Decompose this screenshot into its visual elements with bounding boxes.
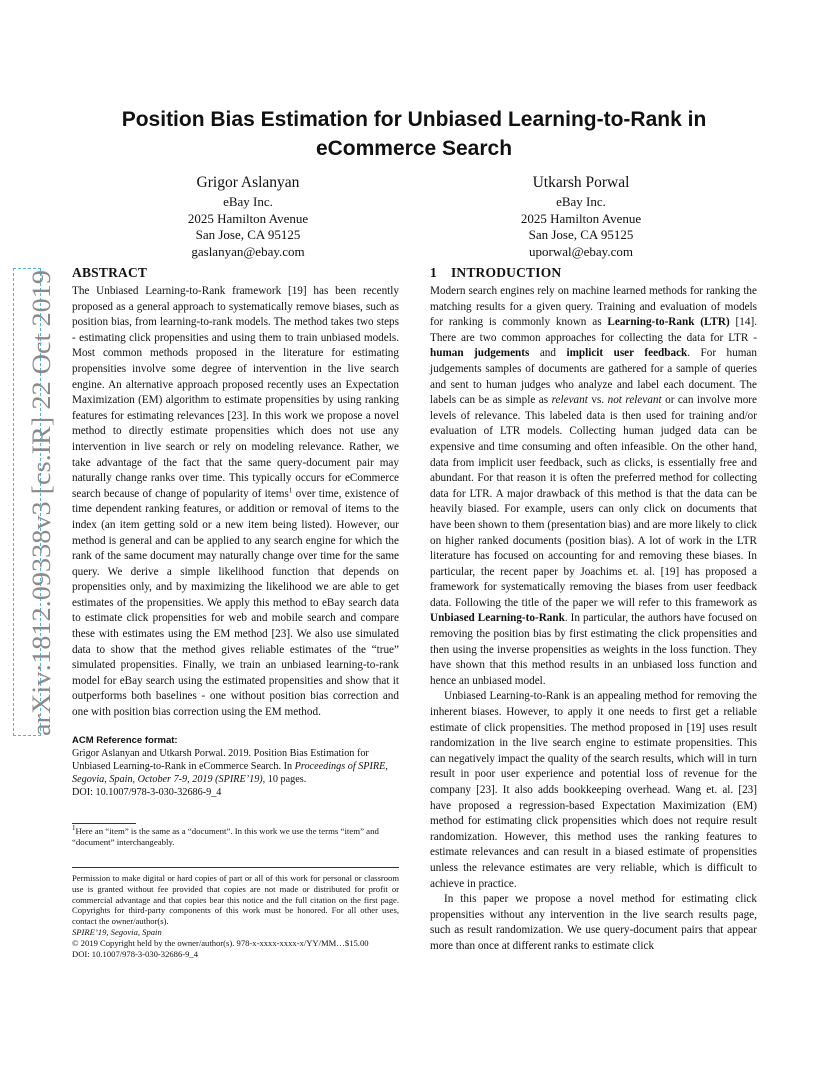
term-human-judgements: human judgements	[430, 347, 530, 360]
author-city: San Jose, CA 95125	[528, 227, 634, 242]
author-city: San Jose, CA 95125	[195, 227, 301, 242]
acm-reference-part: Unbiased Learning-to-Rank in eCommerce Search. In	[72, 760, 295, 772]
author-street: 2025 Hamilton Avenue	[520, 210, 642, 226]
author-affiliation: eBay Inc.	[223, 194, 273, 209]
introduction-heading	[430, 263, 757, 283]
author-affiliation: eBay Inc.	[556, 194, 606, 209]
abstract-heading: ABSTRACT	[72, 265, 148, 280]
acm-reference-line: Grigor Aslanyan and Utkarsh Porwal. 2019. Position Bias Estimation for	[72, 747, 369, 759]
acm-reference-doi: DOI: 10.1007/978-3-030-32686-9_4	[72, 787, 222, 799]
intro-paragraph-3: In this paper we propose a novel method for estimating click propensities without any intervention in the live search results page, such as result randomization. We use query-document pairs that appear more than once at different ranks to estimate click	[430, 893, 757, 952]
acm-reference-pages: 10 pages.	[265, 774, 307, 786]
arxiv-stamp	[14, 268, 58, 738]
footnote	[72, 826, 402, 848]
left-column	[72, 263, 399, 799]
abstract-text-part1: The Unbiased Learning-to-Rank framework [19] has been recently proposed as a general approach to systematically remove biases, such as position bias, from learning-to-rank models. The method takes two steps - estimating click propensities and using them to train unbiased models. Most common methods proposed in the literature for estimating propensities involve some degree of intervention in the live search engine. An alternative approach proposed recently uses an Expectation Maximization (EM) algorithm to estimate propensities by using ranking features for estimating relevances [23]. In this work we propose a novel method to directly estimate propensities which does not use any intervention in live search or rely on modeling relevance. Rather, we take advantage of the fact that the same query-document pair may naturally change ranks over time. This typically occurs for eCommerce search because of change of popularity of items	[72, 285, 399, 500]
permission-venue: SPIRE’19, Segovia, Spain	[72, 926, 162, 937]
paper-title: Position Bias Estimation for Unbiased Learning-to-Rank in eCommerce Search	[121, 108, 707, 160]
section-number: 1	[430, 265, 437, 280]
intro-paragraph-1: Modern search engines rely on machine learned methods for ranking the matching results for a given query. Training and evaluation of models for ranking is commonly known as Learning-to-Rank (LTR) [14]. There are two common approaches for collecting the data for LTR - human judgements and implicit user feedback. For human judgements samples of documents are gathered for a sample of queries and sent to human judges who analyze and label each document. The labels can be as simple as relevant vs. not relevant or can involve more levels of relevance. This labeled data is then used for training and/or evaluation of LTR models. Collecting human judged data can be expensive and time consuming and often infeasible. On the other hand, data from implicit user feedback, such as clicks, is essentially free and abundant. For that reason it is often the preferred method for collecting data for LTR. A major drawback of this method is that the data can be heavily biased. For example, users can only click on documents that have been shown to them (presentation bias) and are more likely to click on higher ranked documents (position bias). A lot of work in the LTR literature has focused on accounting for and removing these biases. In particular, the recent paper by Joachims et. al. [19] has proposed a framework for systematically removing the biases from user feedback data. Following the title of the paper we will refer to this framework as Unbiased Learning-to-Rank. In particular, the authors have focused on removing the position bias by first estimating the click propensities and then using the inverse propensities as weights in the loss function. They have shown that this method results in an unbiased loss function and hence an unbiased model.	[430, 285, 757, 687]
acm-reference-line	[72, 760, 399, 773]
author-email: uporwal@ebay.com	[529, 243, 633, 259]
author-block-1	[118, 172, 378, 260]
abstract-text	[72, 284, 399, 721]
copyright-line: © 2019 Copyright held by the owner/author(s). 978-x-xxxx-xxxx-x/YY/MM…$15.00	[72, 937, 369, 948]
arxiv-identifier: arXiv:1812.09338v3 [cs.IR] 22 Oct 2019	[26, 298, 56, 736]
permission-text: Permission to make digital or hard copies of part or all of this work for personal or classroom use is granted without fee provided that copies are not made or distributed for profit or commercial advantage and that copies bear this notice and the full citation on the first page. Copyrights for third-party components of this work must be honored. For all other uses, contact the owner/author(s).	[72, 873, 399, 927]
acm-reference-proceedings: Proceedings of SPIRE,	[294, 760, 388, 772]
footnote-number: 1	[72, 824, 76, 833]
footnote-rule	[72, 823, 136, 824]
abstract-text-part2: over time, existence of time dependent ranking features, or addition or removal of items to the index (an item getting sold or a new item being listed). However, our method is general and can be applied to any search engine for which the rank of the same document may naturally change over time for the same query. We derive a simple likelihood function that depends on propensities only, and by maximizing the likelihood we are able to get estimates of the propensities. We apply this method to eBay search data to estimate click propensities for web and mobile search and compare these with estimates using the EM method [23]. We also use simulated data to show that the method gives reliable estimates of the “true” simulated propensities. Finally, we train an unbiased learning-to-rank model for eBay search using the estimated propensities and show that it outperforms both baselines - one without position bias correction and one with position bias correction using the EM method.	[72, 487, 399, 719]
author-name: Grigor Aslanyan	[196, 174, 300, 191]
author-name: Utkarsh Porwal	[532, 174, 630, 191]
author-block-2	[451, 172, 711, 260]
footnote-marker: 1	[288, 485, 293, 494]
term-implicit-feedback: implicit user feedback	[566, 347, 688, 360]
term-ltr: Learning-to-Rank (LTR)	[607, 316, 730, 329]
acm-reference-text	[72, 747, 399, 800]
author-street: 2025 Hamilton Avenue	[187, 210, 309, 226]
author-email: gaslanyan@ebay.com	[191, 243, 305, 259]
footnote-text: Here an “item” is the same as a “document”. In this work we use the terms “item” and “document” interchangeably.	[72, 826, 379, 848]
acm-reference-heading: ACM Reference format:	[72, 734, 178, 746]
term-unbiased-ltr: Unbiased Learning-to-Rank	[430, 612, 565, 625]
acm-reference	[72, 734, 399, 800]
acm-reference-line	[72, 773, 399, 786]
permission-rule	[72, 867, 399, 868]
permission-block	[72, 873, 399, 959]
intro-paragraph-2: Unbiased Learning-to-Rank is an appealing method for removing the inherent biases. However, to apply it one needs to first get a reliable estimate of click propensities. The method proposed in [19] uses result randomization in the live search engine to estimate propensities. This can negatively impact the quality of the search results, which will in turn result in poor user experience and potential loss of revenue for the company [23]. It also adds bookkeeping overhead. Wang et. al. [23] have proposed a regression-based Expectation Maximization (EM) method for estimating click propensities which does not require result randomization. However, this method uses the ranking features to estimate relevances and can result in a biased estimate of propensities unless the relevance estimates are very reliable, which is difficult to achieve in practice.	[430, 690, 757, 890]
right-column	[430, 263, 757, 955]
acm-reference-venue: Segovia, Spain, October 7-9, 2019 (SPIRE’19),	[72, 774, 266, 786]
section-title: INTRODUCTION	[450, 265, 562, 280]
permission-doi: DOI: 10.1007/978-3-030-32686-9_4	[72, 948, 199, 959]
